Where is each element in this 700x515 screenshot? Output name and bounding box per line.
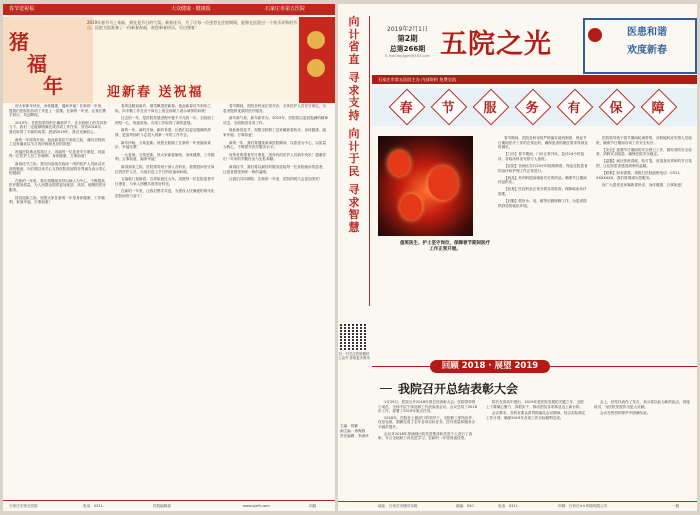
report-paragraph: 会上，获奖代表作了发言，表示将以此为新的起点，再接再厉，为医院发展作出更大贡献。	[594, 400, 690, 409]
greeting-paragraph: 值此新春佳节，祝愿全院职工及家属新春快乐、身体健康、阖家幸福、万事如意！	[223, 128, 327, 137]
slogan-char: 持	[348, 108, 360, 122]
big-fortune-chars	[9, 30, 79, 98]
banner-char: 年	[43, 74, 63, 98]
qr-label: 扫一扫关注医院微信公众号 获取更多资讯	[338, 352, 370, 360]
slogan-char: 求	[348, 83, 360, 97]
festival-service-banner	[372, 88, 697, 126]
banner-char: 节	[441, 101, 455, 116]
issue-number: 第2期	[397, 34, 418, 43]
vertical-slogan	[340, 16, 368, 234]
lantern-icon	[428, 166, 458, 200]
left-top-bar	[3, 4, 335, 15]
article-paragraph: 【后勤】做好水、电、暖等后勤保障工作，为患者提供舒适的就医环境。	[498, 199, 587, 208]
lantern-icon	[307, 59, 325, 77]
greeting-paragraph: 新春到来之际，医院领导班子深入各科室，看望慰问坚守岗位的医护人员，为他们送上节日的祝福和问候。	[115, 164, 215, 174]
footer-phone: 电话：0311-	[83, 504, 105, 508]
editor-name: 徐海燕	[354, 429, 366, 433]
motto-line-1: 医患和谐	[627, 27, 667, 38]
article-paragraph: 【检查】医技科室正常开展各项检查，保障临床诊疗需要。	[498, 187, 587, 196]
hospital-logo-icon	[588, 28, 602, 42]
footer-unit: 石家庄市第五医院	[9, 504, 38, 508]
banner-intro: 2019年春节马上来临，到处是节日的气氛。新春佳节，为了让每一位患者在住院期间，能够在医院过一个快乐祥和的节日，医院为您准备了一份新春祝福，祝您新春快乐，早日康复！	[87, 20, 298, 30]
footer-page-num: 一版	[672, 504, 680, 508]
editorial-staff	[340, 424, 370, 439]
slogan-char: 向	[348, 127, 360, 140]
slogan-char: 求	[348, 195, 360, 209]
right-footer	[338, 501, 697, 511]
left-footer	[3, 500, 335, 511]
editor-name: 李淑华	[357, 434, 369, 438]
report-paragraph: 1月29日，医院召开2018年度总结表彰大会。医院领导班子成员、全体中层干部及职工代表参加会议。会议总结了2018年工作，部署了2019年重点任务。	[378, 400, 477, 414]
footer-post: 邮编：050	[456, 504, 474, 508]
banner-char: 春	[399, 101, 413, 116]
greeting-paragraph: 祝福医院事业蒸蒸日上，祝福每一位患者早日康复，祝福每一位医护人员工作顺利、身体健康、万事如意！	[9, 149, 105, 159]
footer-web: www.sjzfh.com	[243, 504, 270, 508]
greeting-paragraph: 新的一年，我们将继续秉承医院精神，以患者为中心，以质量为核心，不断提升医疗服务水平。	[223, 140, 327, 150]
publisher-bar: 石家庄市第五医院主办 内部资料 免费交流	[372, 75, 697, 84]
slogan-char: 向	[348, 15, 360, 28]
editor-label: 责任编辑：	[340, 434, 358, 438]
hospital-name: 石家庄市第五医院	[265, 6, 306, 12]
greeting-paragraph: 祝所有的患者早日康复，祝所有的医护人员新年快乐！感谢你们一年来的辛勤付出与无私奉献。	[223, 152, 327, 162]
motto-box	[583, 18, 697, 74]
banner-rule	[372, 366, 430, 367]
banner-char: 有	[567, 101, 581, 116]
greetings-column-1	[9, 104, 107, 499]
editor-label: 主编：	[340, 424, 351, 428]
greeting-paragraph: 在新的一年里，我们将继续坚持以病人为中心，不断提高医疗服务质量，为人民群众提供更加优质、高效、便捷的医疗服务。	[9, 178, 107, 192]
greeting-paragraph: 新年伊始，万象更新。祝愿全院职工在新的一年里阖家欢乐、幸福安康！	[115, 140, 211, 150]
banner-char: 福	[27, 52, 47, 76]
greetings-column-3	[223, 104, 329, 499]
slogan-char: 省	[348, 40, 360, 53]
review-title: 回顾 2018 · 展望 2019	[430, 360, 550, 373]
banner-char: 猪	[9, 30, 29, 54]
report-paragraph: 会议要求，各科室要认真贯彻落实会议精神，结合实际制定工作计划，确保2019年各项工作目标顺利完成。	[486, 411, 586, 420]
slogan-char: 计	[348, 139, 360, 153]
footer-page-num: 四版	[309, 504, 317, 508]
banner-rule	[550, 366, 697, 367]
article-paragraph: 春节期间，医院各科室将严格落实值班制度，保证节日期间医疗工作的正常运转，确保患者的就医需求得到及时满足。	[498, 136, 588, 150]
slogan-char: 计	[348, 27, 360, 41]
greeting-paragraph: 让我们共同期待，在新的一年里，医院的明天会更加美好！	[229, 177, 323, 182]
report-paragraph: 院长在讲话中指出，2019年是医院发展的关键之年，全院上下要凝心聚力、真抓实干，推动医院各项事业迈上新台阶。	[486, 400, 584, 409]
left-page	[3, 4, 335, 511]
report-paragraph: 2018年，医院在上级部门的领导下，全院职工团结协作、攻坚克难，圆满完成了全年各项目标任务，医疗质量和服务水平稳步提升。	[378, 415, 476, 429]
footer-address: 地址：石家庄市槐安东路	[378, 504, 418, 508]
footer-printer: 印刷：石家庄××印刷有限公司	[558, 504, 608, 508]
greeting-paragraph: 新春佳节，我们将以最好的服务迎接每一位来院就诊的患者，让患者感受到家一般的温暖。	[223, 164, 327, 174]
photo-caption: 值班医生、护士坚守岗位，保障春节期间医疗工作正常开展。	[400, 241, 490, 252]
slogan-char: 慧	[348, 220, 360, 234]
footer-extra: 医院编辑部	[153, 504, 171, 508]
article-paragraph: 医院领导班子春节期间轮流带班，各职能科室安排人员值班，确保节日期间各项工作安全有序。	[596, 136, 692, 145]
greeting-paragraph: 春风送暖迎新岁，瑞雪飘香贺新春。值此新春佳节到来之际，向辛勤工作在各个岗位上的全体职工表示诚挚的问候！	[115, 104, 211, 113]
editor-name: 郭颖	[350, 424, 358, 428]
issue-info	[380, 24, 435, 58]
slogan-char: 智	[348, 208, 360, 221]
issue-date: 2019年2月1日	[387, 26, 428, 33]
section-title: 春节送祝福	[9, 6, 35, 12]
report-column-2	[486, 400, 586, 500]
article-paragraph: 【门诊】春节期间，门诊正常开诊，急诊24小时接诊，各临床科室安排专人值班。	[498, 152, 585, 161]
right-page	[338, 4, 697, 511]
greeting-paragraph: 祝大家新年快乐，身体健康，阖家幸福！在新的一年里，愿我们医院的各项工作更上一层楼。在新的一年里，让我们携手同行，共创辉煌。	[9, 104, 107, 118]
article-paragraph: 祝广大患者及家属新春快乐，身体健康，万事如意！	[602, 182, 685, 187]
greeting-paragraph: 春节期间，医院各科室正常开诊，全体医护人员坚守岗位，为患者提供优质的医疗服务。	[223, 104, 327, 113]
article-paragraph: 【药品】药剂科提前储备充足的药品，确保节日期间药品供应。	[498, 175, 587, 185]
greeting-paragraph: 一元复始，万象更新。祝大家新春愉快，身体健康，工作顺利，万事如意，阖家幸福！	[115, 152, 215, 162]
service-article-column-2	[596, 136, 692, 326]
banner-char: 障	[651, 101, 665, 116]
greeting-paragraph: 五福临门迎新春，吉祥如意过大年。祝愿每一位住院患者早日康复，与家人团聚共度美好时光。	[115, 177, 215, 186]
banner-char: 保	[609, 101, 623, 116]
motto-line-2: 欢度新春	[627, 45, 667, 56]
greeting-paragraph: 过去的一年，是医院发展进程中极不平凡的一年。全院职工团结一心、锐意进取，各项工作取得了新的进展。	[115, 116, 215, 125]
article-paragraph: 【温馨】病区张贴春联、挂灯笼，营造喜庆祥和的节日氛围，让住院患者感受到家的温暖。	[596, 159, 692, 168]
review-banner	[372, 359, 697, 374]
banner-char: 服	[483, 101, 497, 116]
issue-total: 总第266期	[389, 45, 426, 53]
lantern-icon	[388, 150, 410, 176]
greeting-paragraph: 新的一年即将开始，值此新春佳节来临之际，谨向全院职工及家属致以节日的问候和良好的祝愿！	[9, 137, 105, 147]
lantern-icon	[400, 194, 422, 220]
slogan-char: 于	[348, 152, 360, 165]
greeting-paragraph: 2019年，在医院领导的正确领导下，在全院职工的共同努力下，我们一定能够圆满完成各项工作任务。回首2018年，我们取得了丰硕的成果；展望2019年，我们充满信心。	[9, 120, 107, 134]
vertical-divider	[369, 16, 370, 306]
lantern-icon	[307, 31, 325, 49]
service-article-column-1	[498, 136, 590, 326]
greeting-paragraph: 辞旧迎新之际，祝愿大家在新的一年里身体健康、工作顺利、家庭幸福、万事如意！	[9, 195, 105, 205]
contact-email: E-mail:wyzgbfr@163.com	[385, 54, 430, 58]
slogan-char: 寻	[348, 71, 360, 84]
article-paragraph: 【安全】加强节日期间的安全保卫工作，做好消防安全检查，消除安全隐患，确保医院安全稳定。	[596, 147, 692, 157]
new-year-banner	[3, 17, 335, 103]
slogan-char: 民	[348, 164, 360, 178]
partner-logos: 大众健康 · 健康报	[171, 6, 211, 12]
article-paragraph: 【联系】如有需要，请拨打医院值班电话：0311-XXXXXXX，我们将竭诚为您服务。	[596, 171, 681, 180]
greetings-column-2	[115, 104, 215, 499]
greeting-paragraph: 新的一年，新的开始，新的希望。让我们以更加饱满的热情、更加昂扬的斗志投入到新一年的工作中去。	[115, 128, 211, 137]
banner-char: 务	[525, 101, 539, 116]
report-paragraph: 会议在热烈的掌声中圆满结束。	[600, 411, 651, 416]
article-headline: 我院召开总结表彰大会	[398, 382, 519, 396]
report-column-3	[594, 400, 692, 500]
footer-phone: 电话：0311-	[498, 504, 520, 508]
greeting-paragraph: 新春佳节之际，我们向奋战在临床一线的医护人员致以崇高的敬意，向长期以来关心支持医院发展的各界朋友表示衷心的感谢！	[9, 161, 107, 176]
slogan-char: 寻	[348, 183, 360, 196]
greeting-paragraph: 新年新气象，新年新作为。2019年，医院将以更加饱满的精神状态，全面推进各项工作。	[223, 116, 328, 125]
newspaper-title: 五院之光	[440, 29, 552, 60]
slogan-char: 直	[348, 52, 360, 66]
article-paragraph: 【住院】各病区实行24小时值班制度，保证住院患者的治疗和护理工作正常进行。	[498, 163, 588, 173]
report-column-1	[378, 400, 478, 500]
greeting-paragraph: 在新的一年里，让我们携手共进，为建设人民满意的现代化医院而努力奋斗！	[115, 189, 215, 198]
report-paragraph: 会议对2018年度涌现出的先进集体和先进个人进行了表彰，号召全院职工向先进学习，在新的一年里再创佳绩。	[378, 431, 473, 441]
slogan-char: 支	[348, 96, 360, 109]
headline-dash	[380, 388, 392, 389]
lantern-photo	[378, 136, 473, 236]
qr-code-pattern	[340, 324, 366, 350]
banner-slogan: 迎新春 送祝福	[107, 85, 204, 100]
editor-label: 副主编：	[340, 429, 355, 433]
lantern-decoration	[299, 17, 335, 103]
